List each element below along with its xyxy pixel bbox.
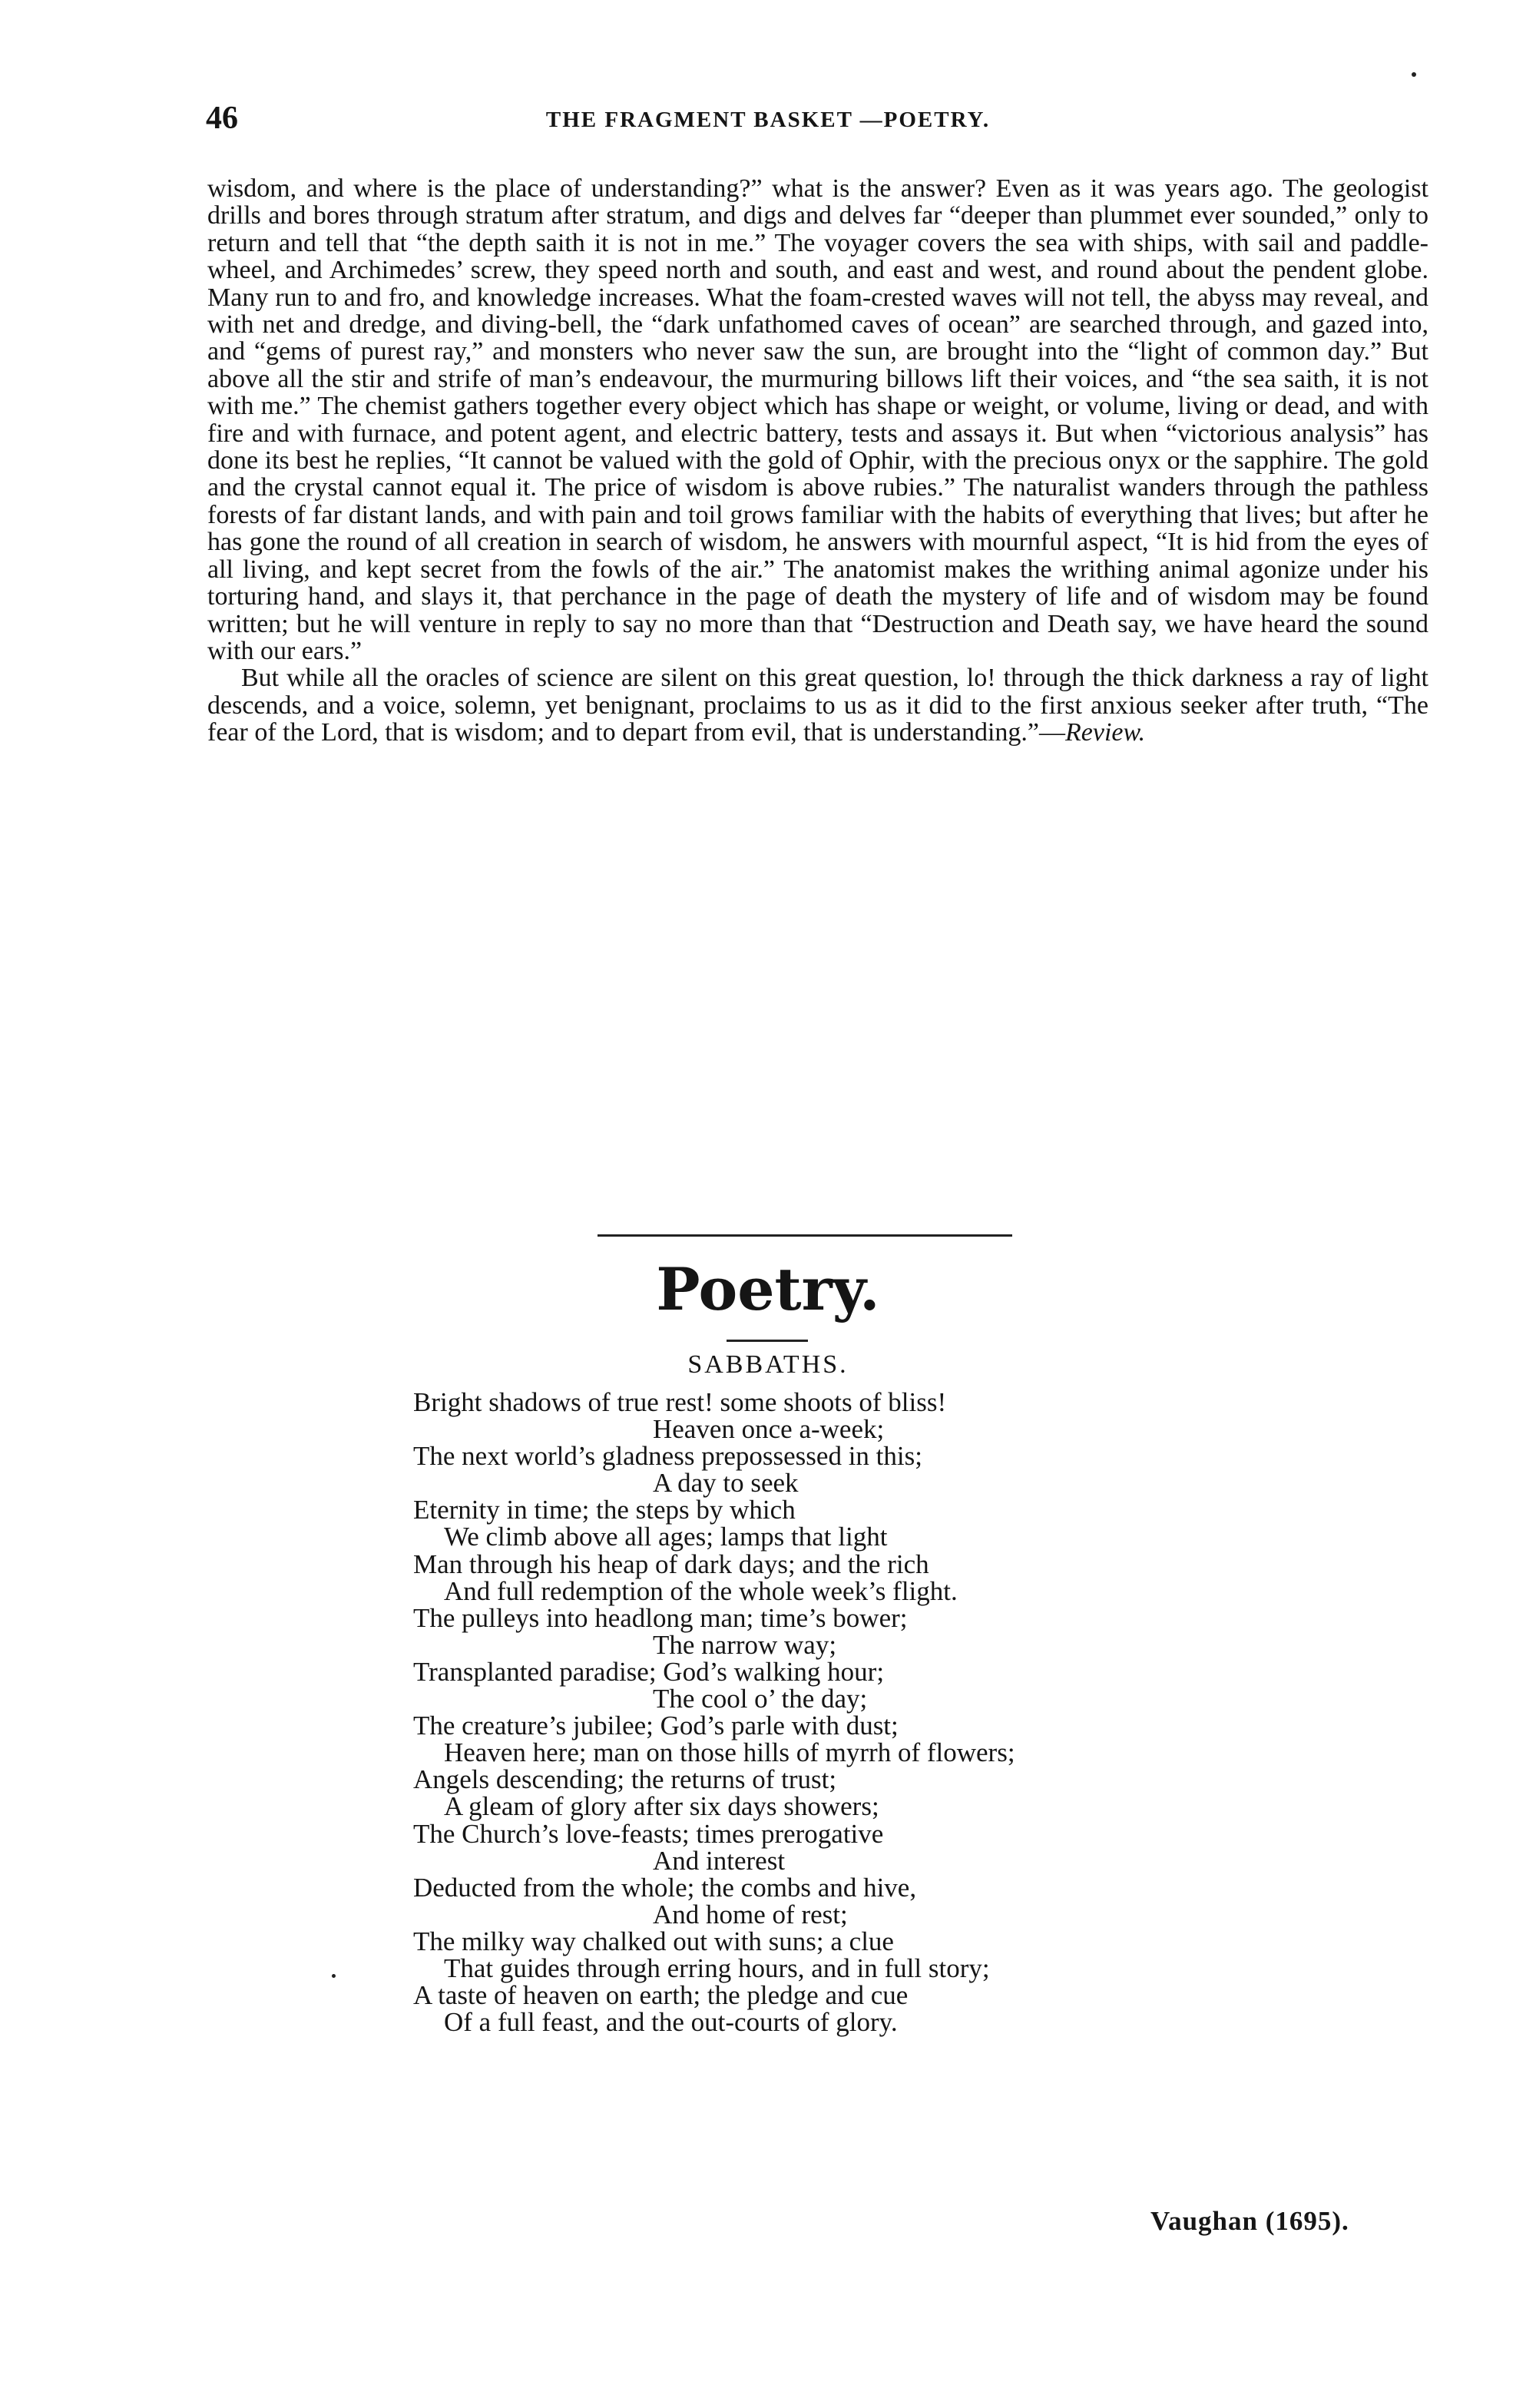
poem-line: The narrow way; <box>653 1629 837 1660</box>
article-body <box>207 175 1428 747</box>
poem-line: Of a full feast, and the out-courts of glory. <box>444 2007 898 2038</box>
poem-line: Deducted from the whole; the combs and hive, <box>413 1872 917 1903</box>
heading-underline <box>727 1340 808 1342</box>
poem-title: SABBATHS. <box>687 1350 849 1379</box>
poem-line: Angels descending; the returns of trust; <box>413 1764 837 1795</box>
poem-line: And home of rest; <box>653 1899 848 1929</box>
poem-line: The cool o’ the day; <box>653 1684 868 1714</box>
poem-line: The creature’s jubilee; God’s parle with dust; <box>413 1711 899 1741</box>
poem-line: The milky way chalked out with suns; a clue <box>413 1926 894 1956</box>
poem-author: Vaughan (1695). <box>1150 2206 1349 2236</box>
poem-line: Man through his heap of dark days; and the rich <box>413 1548 929 1579</box>
page-number: 46 <box>206 101 238 136</box>
poem-line: The Church’s love-feasts; times prerogative <box>413 1818 884 1849</box>
poem-line: A gleam of glory after six days showers; <box>444 1791 879 1822</box>
poem-line: Heaven once a-week; <box>653 1414 885 1445</box>
poem-line: The pulleys into headlong man; time’s bower; <box>413 1602 908 1633</box>
poem-line: A taste of heaven on earth; the pledge and cue <box>413 1980 909 2011</box>
poem-line: That guides through erring hours, and in full story; <box>444 1953 990 1983</box>
poem-line: And interest <box>653 1845 786 1876</box>
speck-mark <box>1412 72 1416 77</box>
section-divider <box>598 1234 1012 1237</box>
poem-line: The next world’s gladness prepossessed in this; <box>413 1441 922 1472</box>
poem-line: Eternity in time; the steps by which <box>413 1495 796 1525</box>
poem-line: A day to seek <box>653 1468 799 1499</box>
poem-body <box>413 1387 1442 2038</box>
speck-mark <box>332 1974 336 1978</box>
running-head: THE FRAGMENT BASKET —POETRY. <box>545 108 991 132</box>
poem-line: Heaven here; man on those hills of myrrh of flowers; <box>444 1737 1015 1768</box>
source-citation: Review. <box>1065 718 1146 747</box>
poem-line: Transplanted paradise; God’s walking hour; <box>413 1656 885 1687</box>
article-paragraph: wisdom, and where is the place of understanding?” what is the answer? Even as it was years ago. The geologist drills and bores through stratum after stratum, and digs and delves far “deeper than plummet ever sounded,” only to return and tell that “the depth saith it is not in me.” The voyager covers the sea with ships, with sail and paddle-wheel, and Archimedes’ screw, they speed north and south, and east and west, and round about the pendent globe. Many run to and fro, and knowledge increases. What the foam-crested waves will not tell, the abyss may reveal, and with net and dredge, and diving-bell, the “dark unfathomed caves of ocean” are searched through, and gazed into, and “gems of purest ray,” and monsters who never saw the sun, are brought into the “light of common day.” But above all the stir and strife of man’s endeavour, the murmuring billows lift their voices, and “the sea saith, it is not with me.” The chemist gathers together every object which has shape or weight, or volume, living or dead, and with fire and with furnace, and potent agent, and electric battery, tests and assays it. But when “victorious analysis” has done its best he replies, “It cannot be valued with the gold of Ophir, with the precious onyx or the sapphire. The gold and the crystal cannot equal it. The price of wisdom is above rubies.” The naturalist wanders through the pathless forests of far distant lands, and with pain and toil grows familiar with the habits of everything that lives; but after he has gone the round of all creation in search of wisdom, he answers with mournful aspect, “It is hid from the eyes of all living, and kept secret from the fowls of the air.” The anatomist makes the writhing animal agonize under his torturing hand, and slays it, that perchance in the page of death the mystery of life and of wisdom may be found written; but he will venture in reply to say no more than that “Destruction and Death say, we have heard the sound with our ears.” <box>207 174 1428 665</box>
poem-line: We climb above all ages; lamps that light <box>444 1522 888 1552</box>
article-paragraph-text: But while all the oracles of science are silent on this great question, lo! through the thick darkness a ray of light descends, and a voice, solemn, yet benignant, proclaims to us as it did to the first anxious seeker after truth, “The fear of the Lord, that is wisdom; and to depart from evil, that is understanding.”— <box>207 664 1428 747</box>
article-paragraph <box>207 664 1428 746</box>
poem-line: Bright shadows of true rest! some shoots of bliss! <box>413 1387 947 1417</box>
poem-line: And full redemption of the whole week’s flight. <box>444 1575 958 1606</box>
section-heading: Poetry. <box>656 1255 880 1323</box>
